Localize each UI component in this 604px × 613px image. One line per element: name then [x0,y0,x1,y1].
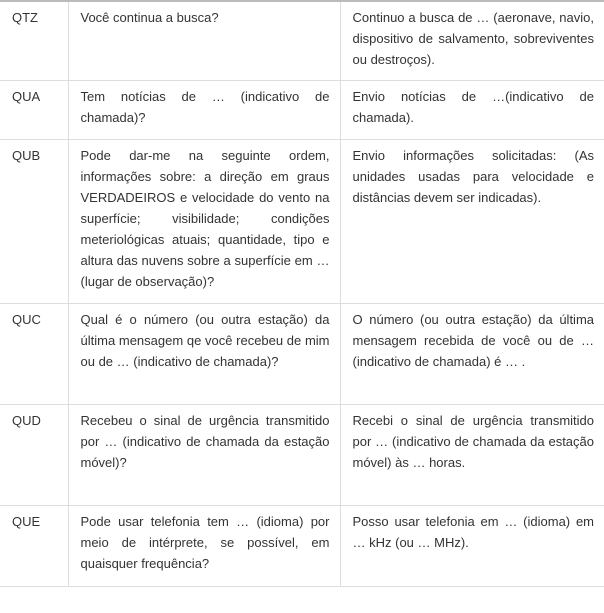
table-row [0,140,604,304]
q-code-cell: QUC [0,304,68,405]
question-cell: Qual é o número (ou outra estação) da última mensagem qe você recebeu de mim ou de … (indicativo de chamada)? [68,304,340,405]
table-row [0,506,604,587]
q-code-cell: QUB [0,140,68,304]
answer-cell: O número (ou outra estação) da última mensagem recebida de você ou de … (indicativo de chamada) é … . [340,304,604,405]
answer-cell: Recebi o sinal de urgência transmitido por … (indicativo de chamada da estação móvel) às … horas. [340,405,604,506]
table-row [0,405,604,506]
answer-cell: Envio informações solicitadas: (As unidades usadas para velocidade e distâncias devem ser indicadas). [340,140,604,304]
question-cell: Recebeu o sinal de urgência transmitido por … (indicativo de chamada da estação móvel)? [68,405,340,506]
table-body [0,1,604,587]
q-code-cell: QUD [0,405,68,506]
q-code-cell: QUA [0,81,68,140]
table-row [0,1,604,81]
q-code-cell: QUE [0,506,68,587]
question-cell: Pode dar-me na seguinte ordem, informações sobre: a direção em graus VERDADEIROS e velocidade do vento na superfície; visibilidade; condições meteriológicas atuais; quantidade, tipo e altura das nuvens sobre a superfície em … (lugar de observação)? [68,140,340,304]
answer-cell: Continuo a busca de … (aeronave, navio, dispositivo de salvamento, sobreviventes ou destroços). [340,1,604,81]
question-cell: Você continua a busca? [68,1,340,81]
question-cell: Tem notícias de … (indicativo de chamada)? [68,81,340,140]
table-row [0,81,604,140]
answer-cell: Envio notícias de …(indicativo de chamada). [340,81,604,140]
q-code-cell: QTZ [0,1,68,81]
answer-cell: Posso usar telefonia em … (idioma) em … kHz (ou … MHz). [340,506,604,587]
question-cell: Pode usar telefonia tem … (idioma) por meio de intérprete, se possível, em quaisquer frequência? [68,506,340,587]
table-row [0,304,604,405]
